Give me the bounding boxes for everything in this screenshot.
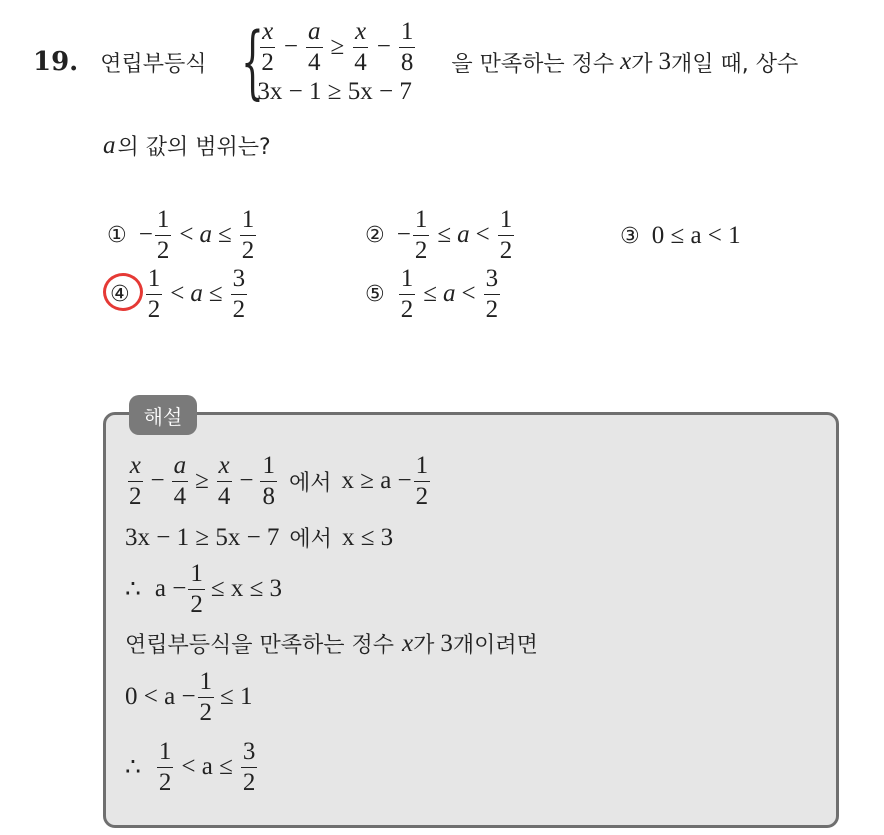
solution-line-4: 연립부등식을 만족하는 정수 x 가 3 개이려면 <box>125 629 538 658</box>
var-x: x <box>620 48 632 75</box>
solution-line-5: 0 < a − $\frac{1}{2}$ ≤ 1 <box>125 668 253 726</box>
choice-5[interactable]: ⑤ $\frac{1}{2}$ ≤ a < $\frac{3}{2}$ <box>365 265 499 323</box>
answer-circle-mark <box>103 273 143 311</box>
solution-label: 해설 <box>129 395 197 435</box>
inequality-system <box>213 15 418 108</box>
question-intro: 연립부등식 <box>100 51 207 77</box>
question-line2-text: 의 값의 범위는? <box>117 135 271 160</box>
choice-1[interactable]: ① − $\frac{1}{2}$ < a ≤ $\frac{1}{2}$ <box>107 206 255 264</box>
solution-line-2: 3x − 1 ≥ 5x − 7 에서 x ≤ 3 <box>125 523 394 552</box>
choice-2[interactable]: ② − $\frac{1}{2}$ ≤ a < $\frac{1}{2}$ <box>365 206 513 264</box>
system-ineq-1: $\frac{x}{2}$ − $\frac{a}{4}$ ≥ $\frac{x}{4}$ − $\frac{1}{8}$ <box>261 18 414 76</box>
josa-ga: 가 <box>631 51 653 77</box>
system-ineq-2: 3x − 1 ≥ 5x − 7 <box>257 78 412 105</box>
question-line-1 <box>33 15 799 108</box>
choice-4[interactable]: ④ $\frac{1}{2}$ < a ≤ $\frac{3}{2}$ <box>110 265 246 323</box>
solution-line-3: ∴ a − $\frac{1}{2}$ ≤ x ≤ 3 <box>125 560 283 618</box>
left-brace: { <box>240 15 264 108</box>
choice-3[interactable]: ③ 0 ≤ a < 1 <box>620 222 741 249</box>
count-3: 3 <box>658 48 671 75</box>
solution-line-6: ∴ $\frac{1}{2}$ < a ≤ $\frac{3}{2}$ <box>125 738 256 796</box>
question-line-2 <box>103 130 271 161</box>
question-number: 19. <box>33 47 79 77</box>
solution-line-1: $\frac{x}{2}$ − $\frac{a}{4}$ ≥ $\frac{x}{4}$ − $\frac{1}{8}$ 에서 x ≥ a − $\frac{1}{2}$ <box>129 452 429 510</box>
var-a: a <box>103 131 116 159</box>
question-tail: 개일 때, 상수 <box>671 51 799 77</box>
question-after-system: 을 만족하는 정수 <box>451 51 615 77</box>
